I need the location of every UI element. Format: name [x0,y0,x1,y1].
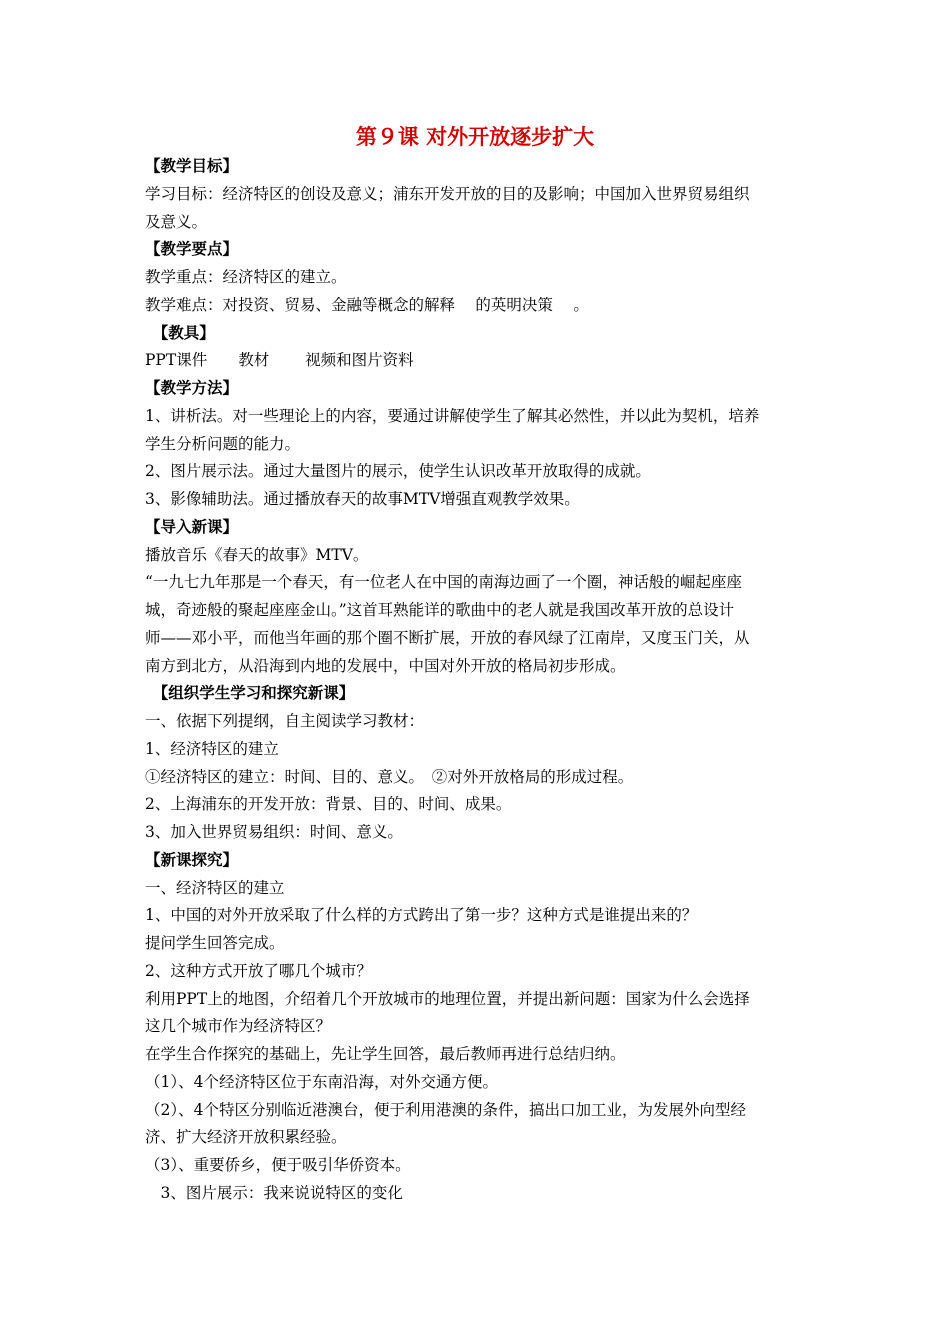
text-line: ①经济特区的建立：时间、目的、意义。 ②对外开放格局的形成过程。 [145,767,634,786]
text-line: 1、讲析法。对一些理论上的内容，要通过讲解使学生了解其必然性，并以此为契机，培养 [145,406,760,425]
text-line: “一九七九年那是一个春天，有一位老人在中国的南海边画了一个圈，神话般的崛起座座 [145,573,742,592]
section-heading: 【教具】 [145,323,215,342]
text-line: 2、这种方式开放了哪几个城市？ [145,961,372,980]
text-line: 学习目标：经济特区的创设及意义；浦东开发开放的目的及影响；中国加入世界贸易组织 [145,184,750,203]
text-line: 2、图片展示法。通过大量图片的展示，使学生认识改革开放取得的成就。 [145,462,651,481]
text-line: 3、图片展示：我来说说特区的变化 [145,1183,403,1202]
section-heading: 【导入新课】 [145,517,239,536]
text-line: 一、依据下列提纲，自主阅读学习教材： [145,712,425,730]
text-line: 1、中国的对外开放采取了什么样的方式跨出了第一步？这种方式是谁提出来的？ [145,906,698,925]
text-line: （3）、重要侨乡，便于吸引华侨资本。 [145,1156,411,1174]
text-line: 师——邓小平，而他当年画的那个圈不断扩展，开放的春风绿了江南岸，又度玉门关，从 [145,628,750,647]
section-heading: 【新课探究】 [145,850,239,869]
text-line: 教学重点：经济特区的建立。 [145,268,347,286]
text-line: 提问学生回答完成。 [145,934,285,952]
text-line: （1）、4个经济特区位于东南沿海，对外交通方便。 [145,1072,498,1091]
text-line: 播放音乐《春天的故事》MTV。 [145,545,369,564]
text-line: 一、经济特区的建立 [145,878,285,897]
text-line: 在学生合作探究的基础上，先让学生回答，最后教师再进行总结归纳。 [145,1045,626,1063]
text-line: 城，奇迹般的聚起座座金山。”这首耳熟能详的歌曲中的老人就是我国改革开放的总设计 [145,601,735,619]
text-line: 及意义。 [145,212,208,231]
section-heading: 【教学目标】 [145,157,239,175]
text-line: 这几个城市作为经济特区？ [145,1017,332,1036]
text-line: 学生分析问题的能力。 [145,434,301,453]
text-line: 3、加入世界贸易组织：时间、意义。 [145,823,403,841]
text-line: 1、经济特区的建立 [145,739,279,758]
text-line: （2）、4个特区分别临近港澳台，便于利用港澳的条件，搞出口加工业，为发展外向型经 [145,1100,746,1119]
text-line: 3、影像辅助法。通过播放春天的故事MTV增强直观教学效果。 [145,490,580,508]
text-line: 利用PPT上的地图，介绍着几个开放城市的地理位置，并提出新问题：国家为什么会选择 [145,989,750,1008]
section-heading: 【组织学生学习和探究新课】 [145,684,355,703]
text-line: 济、扩大经济开放积累经验。 [145,1128,347,1147]
text-line: 教学难点：对投资、贸易、金融等概念的解释 的英明决策 。 [145,295,589,314]
text-line: PPT课件 教材 视频和图片资料 [145,351,414,370]
section-heading: 【教学要点】 [145,240,239,259]
text-line: 2、上海浦东的开发开放：背景、目的、时间、成果。 [145,795,512,814]
text-line: 南方到北方，从沿海到内地的发展中，中国对外开放的格局初步形成。 [145,656,626,675]
page-title: 第９课 对外开放逐步扩大 [355,125,595,149]
section-heading: 【教学方法】 [145,379,239,397]
